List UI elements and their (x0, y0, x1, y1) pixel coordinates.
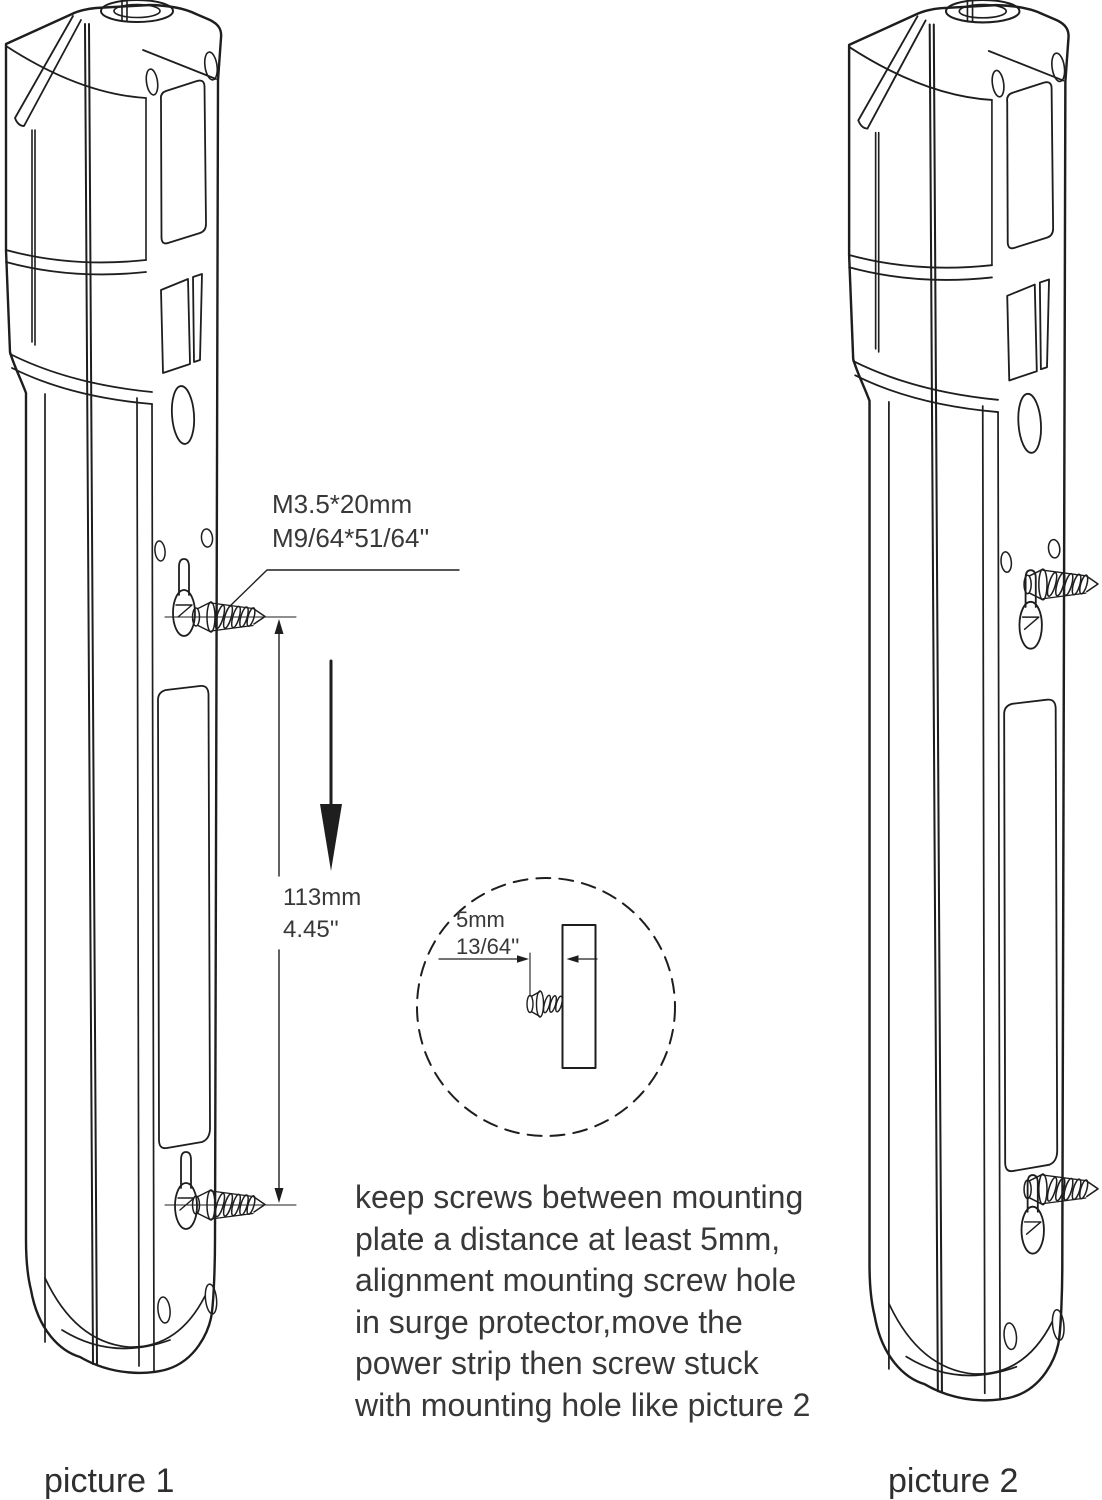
gap-metric: 5mm (456, 907, 505, 932)
instruction-line: alignment mounting screw hole (355, 1262, 797, 1298)
down-arrow-icon (320, 661, 342, 871)
wall-plate (563, 925, 596, 1068)
gap-imperial: 13/64'' (456, 934, 520, 959)
dimension-arrow-down-icon (275, 1188, 284, 1203)
keyhole-slot-icon (173, 559, 195, 636)
mounting-screw-icon (1024, 1174, 1098, 1205)
screw-spec-metric: M3.5*20mm (272, 489, 413, 519)
instruction-line: plate a distance at least 5mm, (355, 1220, 781, 1257)
instruction-line: in surge protector,move the (355, 1303, 743, 1340)
power-strip-back-view (849, 0, 1068, 1400)
distance-imperial: 4.45'' (283, 916, 339, 943)
instruction-line: keep screws between mounting (355, 1179, 804, 1215)
gap-distance-label (456, 906, 519, 960)
screw-spec-label (272, 487, 429, 555)
detail-screw-icon (527, 991, 564, 1017)
dimension-arrow-up-icon (275, 619, 284, 634)
screw-distance-label (283, 882, 361, 946)
power-strip-back-view (6, 0, 221, 1373)
keyhole-slot-icon (175, 1152, 197, 1229)
caption-picture-1: picture 1 (44, 1462, 175, 1500)
instruction-text (355, 1177, 810, 1426)
caption-picture-2: picture 2 (888, 1462, 1019, 1500)
screw-spec-imperial: M9/64*51/64'' (272, 523, 430, 553)
leader-line (229, 570, 459, 607)
instruction-line: with mounting hole like picture 2 (355, 1386, 811, 1423)
instruction-line: power strip then screw stuck (355, 1345, 759, 1381)
distance-metric: 113mm (283, 884, 362, 911)
power-strip-drawing-1 (6, 0, 296, 1373)
power-strip-drawing-2 (849, 0, 1098, 1400)
